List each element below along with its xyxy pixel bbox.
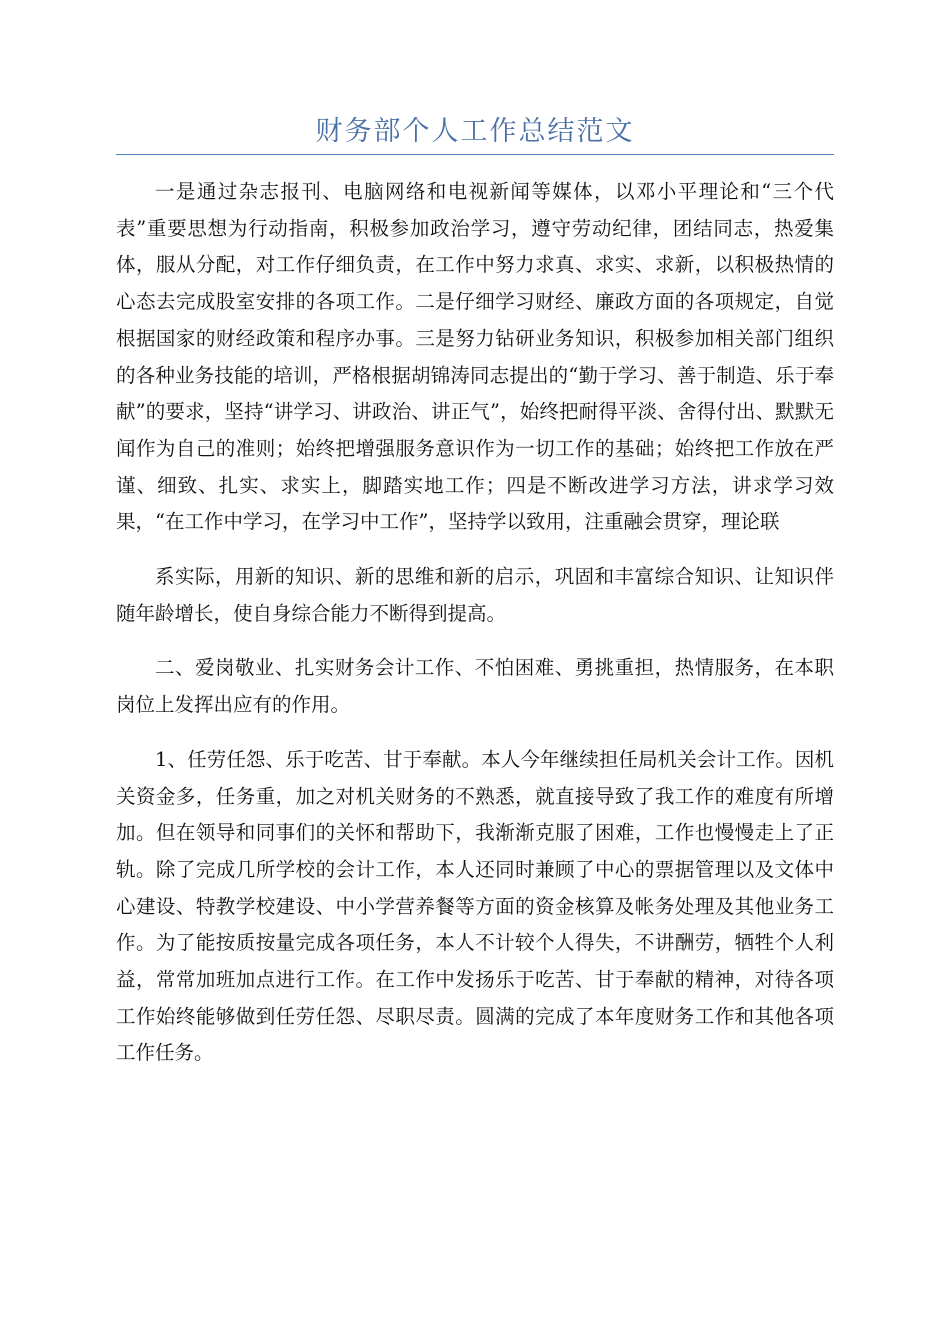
document-title: 财务部个人工作总结范文 bbox=[315, 116, 635, 147]
paragraph: 系实际，用新的知识、新的思维和新的启示，巩固和丰富综合知识、让知识伴随年龄增长，使自身综合能力不断得到提高。 bbox=[116, 565, 834, 625]
paragraph: 一是通过杂志报刊、电脑网络和电视新闻等媒体，以邓小平理论和“三个代表”重要思想为行动指南，积极参加政治学习，遵守劳动纪律，团结同志，热爱集体，服从分配，对工作仔细负责，在工作中努力求真、求实、求新，以积极热情的心态去完成股室安排的各项工作。二是仔细学习财经、廉政方面的各项规定，自觉根据国家的财经政策和程序办事。三是努力钻研业务知识，积极参加相关部门组织的各种业务技能的培训，严格根据胡锦涛同志提出的“勤于学习、善于制造、乐于奉献”的要求，坚持“讲学习、讲政治、讲正气”，始终把耐得平淡、舍得付出、默默无闻作为自己的准则；始终把增强服务意识作为一切工作的基础；始终把工作放在严谨、细致、扎实、求实上，脚踏实地工作；四是不断改进学习方法，讲求学习效果，“在工作中学习，在学习中工作”，坚持学以致用，注重融会贯穿，理论联 bbox=[116, 180, 834, 534]
title-underline bbox=[116, 154, 834, 155]
document-body bbox=[116, 174, 834, 1072]
paragraph: 1、任劳任怨、乐于吃苦、甘于奉献。本人今年继续担任局机关会计工作。因机关资金多，任务重，加之对机关财务的不熟悉，就直接导致了我工作的难度有所增加。但在领导和同事们的关怀和帮助下，我渐渐克服了困难，工作也慢慢走上了正轨。除了完成几所学校的会计工作，本人还同时兼顾了中心的票据管理以及文体中心建设、特教学校建设、中小学营养餐等方面的资金核算及帐务处理及其他业务工作。为了能按质按量完成各项任务，本人不计较个人得失，不讲酬劳，牺牲个人利益，常常加班加点进行工作。在工作中发扬乐于吃苦、甘于奉献的精神，对待各项工作始终能够做到任劳任怨、尽职尽责。圆满的完成了本年度财务工作和其他各项工作任务。 bbox=[116, 747, 834, 1065]
paragraph: 二、爱岗敬业、扎实财务会计工作、不怕困难、勇挑重担，热情服务，在本职岗位上发挥出应有的作用。 bbox=[116, 656, 834, 717]
